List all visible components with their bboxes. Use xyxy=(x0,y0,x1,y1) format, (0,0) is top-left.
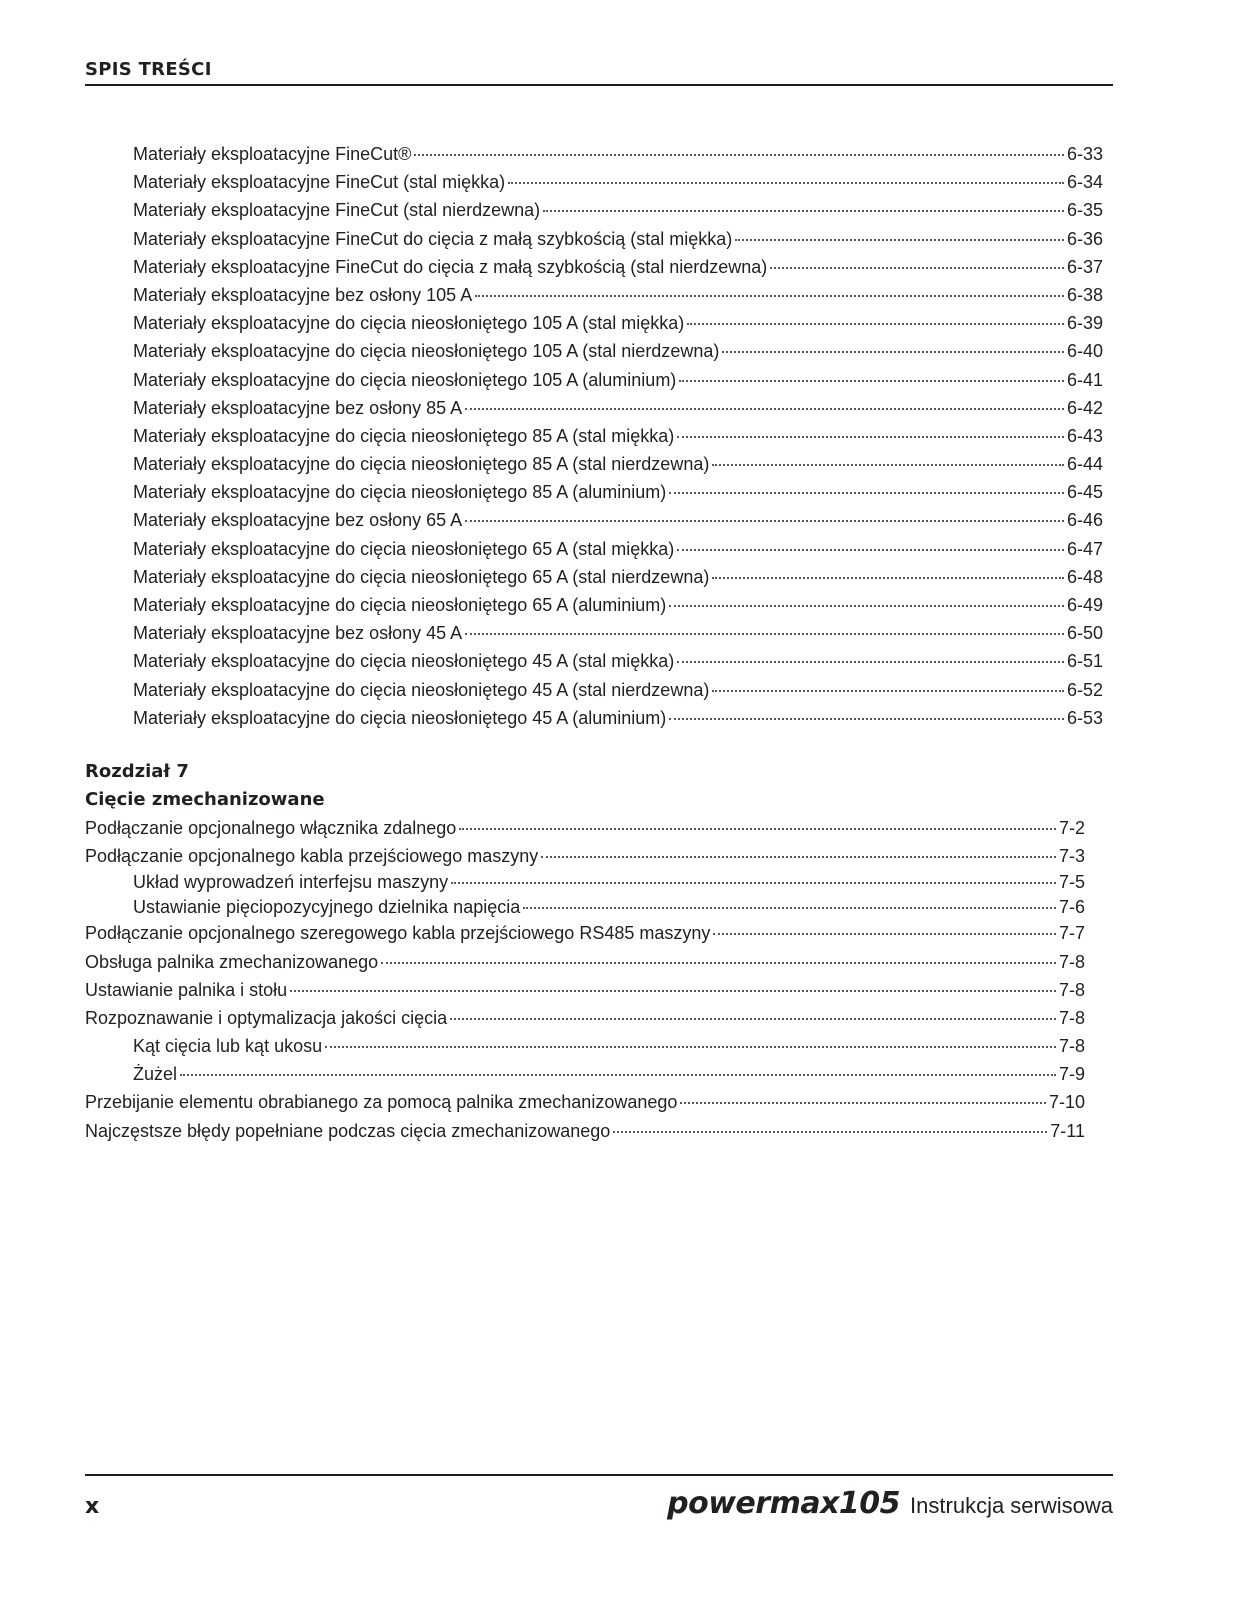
manual-title: Instrukcja serwisowa xyxy=(910,1493,1113,1518)
toc-entry-label: Żużel xyxy=(133,1064,178,1085)
toc-entry-label: Przebijanie elementu obrabianego za pomocą palnika zmechanizowanego xyxy=(85,1092,678,1113)
toc-entry-page: 6-48 xyxy=(1066,566,1103,587)
toc-entry-page: 6-49 xyxy=(1066,595,1103,615)
spacer xyxy=(85,732,1103,758)
dot-leader xyxy=(712,464,1064,466)
toc-entry[interactable] xyxy=(85,450,1103,478)
toc-entry-label: Podłączanie opcjonalnego włącznika zdalnego xyxy=(85,817,457,838)
dot-leader xyxy=(465,520,1064,522)
toc-entry-label: Materiały eksploatacyjne do cięcia nieosłoniętego 45 A (stal miękka) xyxy=(133,651,675,672)
dot-leader xyxy=(465,408,1064,410)
toc-entry-page: 7-2 xyxy=(1058,817,1085,838)
header-rule xyxy=(85,84,1113,86)
toc-entry-page: 6-52 xyxy=(1066,679,1103,700)
dot-leader xyxy=(680,1102,1046,1104)
toc-entry-page: 6-36 xyxy=(1066,228,1103,249)
toc-entry-label: Materiały eksploatacyjne do cięcia nieosłoniętego 65 A (stal nierdzewna) xyxy=(133,566,710,587)
toc-entry-label: Materiały eksploatacyjne do cięcia nieosłoniętego 85 A (stal miękka) xyxy=(133,425,675,446)
toc-entry-label: Ustawianie pięciopozycyjnego dzielnika napięcia xyxy=(133,896,521,917)
dot-leader xyxy=(613,1131,1047,1133)
toc-entry-label: Materiały eksploatacyjne FineCut® xyxy=(133,144,412,164)
toc-entry-page: 6-42 xyxy=(1066,397,1103,418)
dot-leader xyxy=(381,962,1056,964)
toc-entry-page: 7-6 xyxy=(1058,896,1085,917)
toc-entry[interactable] xyxy=(85,842,1085,870)
dot-leader xyxy=(722,351,1064,353)
toc-entry-label: Materiały eksploatacyjne do cięcia nieosłoniętego 65 A (stal miękka) xyxy=(133,538,675,559)
toc-entry-label: Materiały eksploatacyjne FineCut (stal miękka) xyxy=(133,172,506,193)
toc-entry[interactable] xyxy=(85,535,1103,563)
toc-entry-page: 6-41 xyxy=(1066,369,1103,390)
toc-entry[interactable] xyxy=(85,591,1103,619)
toc-entry[interactable] xyxy=(85,676,1103,704)
toc-entry-page: 6-39 xyxy=(1066,313,1103,334)
powermax-logo: powermax105 xyxy=(667,1486,901,1521)
dot-leader xyxy=(677,549,1064,551)
chapter-title: Cięcie zmechanizowane xyxy=(85,788,325,810)
toc-entry-page: 7-10 xyxy=(1048,1092,1085,1113)
toc-entry-page: 7-8 xyxy=(1058,1007,1085,1028)
toc-entry[interactable] xyxy=(85,870,1085,895)
toc-entry-page: 7-8 xyxy=(1058,1036,1085,1057)
toc-entry-page: 7-8 xyxy=(1058,951,1085,972)
toc-entry[interactable] xyxy=(85,337,1103,365)
toc-entry-label: Materiały eksploatacyjne do cięcia nieosłoniętego 85 A (stal nierdzewna) xyxy=(133,454,710,475)
toc-entry-page: 7-8 xyxy=(1058,979,1085,1000)
toc-entry[interactable] xyxy=(85,919,1085,947)
toc-entry[interactable] xyxy=(85,168,1103,196)
toc-entry[interactable] xyxy=(85,478,1103,506)
toc-entry-label: Kąt cięcia lub kąt ukosu xyxy=(133,1036,323,1057)
toc-entry-page: 6-40 xyxy=(1066,341,1103,362)
toc-entry-page: 7-9 xyxy=(1058,1064,1085,1085)
toc-entry-label: Materiały eksploatacyjne do cięcia nieosłoniętego 105 A (stal nierdzewna) xyxy=(133,341,720,362)
toc-entry-page: 7-7 xyxy=(1058,923,1085,944)
toc-entry[interactable] xyxy=(85,619,1103,647)
toc-entry[interactable] xyxy=(85,281,1103,309)
toc-entry[interactable] xyxy=(85,309,1103,337)
toc-entry[interactable] xyxy=(85,196,1103,224)
toc-entry[interactable] xyxy=(85,225,1103,253)
dot-leader xyxy=(669,492,1064,494)
toc-entry[interactable] xyxy=(85,140,1103,168)
toc-entry[interactable] xyxy=(85,1117,1085,1145)
toc-entry[interactable] xyxy=(85,563,1103,591)
toc-entry-label: Materiały eksploatacyjne FineCut do cięcia z małą szybkością (stal nierdzewna) xyxy=(133,256,768,277)
toc-entry-page: 6-37 xyxy=(1066,256,1103,277)
dot-leader xyxy=(459,828,1056,830)
dot-leader xyxy=(543,210,1064,212)
toc-entry-label: Materiały eksploatacyjne do cięcia nieosłoniętego 65 A (aluminium) xyxy=(133,595,667,615)
toc-entry-page: 7-5 xyxy=(1058,872,1085,893)
dot-leader xyxy=(677,661,1064,663)
page-footer xyxy=(85,1474,1113,1521)
dot-leader xyxy=(735,239,1064,241)
toc-entry-page: 6-51 xyxy=(1066,651,1103,672)
toc-entry-label: Materiały eksploatacyjne do cięcia nieosłoniętego 105 A (aluminium) xyxy=(133,369,677,390)
toc-entry-label: Materiały eksploatacyjne FineCut (stal nierdzewna) xyxy=(133,200,541,221)
toc-entry-label: Materiały eksploatacyjne bez osłony 85 A xyxy=(133,397,463,418)
toc-entry-label: Materiały eksploatacyjne FineCut do cięcia z małą szybkością (stal miękka) xyxy=(133,228,733,249)
toc-entry-label: Materiały eksploatacyjne do cięcia nieosłoniętego 85 A (aluminium) xyxy=(133,482,667,503)
toc-entry-label: Materiały eksploatacyjne do cięcia nieosłoniętego 45 A (stal nierdzewna) xyxy=(133,679,710,700)
toc-entry-label: Materiały eksploatacyjne bez osłony 45 A xyxy=(133,623,463,644)
toc-entry-label: Materiały eksploatacyjne bez osłony 65 A xyxy=(133,510,463,531)
dot-leader xyxy=(713,933,1056,935)
section-title: SPIS TREŚCI xyxy=(85,59,212,80)
dot-leader xyxy=(508,182,1064,184)
dot-leader xyxy=(451,882,1056,884)
toc-entry-page: 7-3 xyxy=(1058,846,1085,867)
dot-leader xyxy=(669,605,1064,607)
dot-leader xyxy=(712,577,1064,579)
toc-entry-page: 6-34 xyxy=(1066,172,1103,193)
toc-entry-label: Materiały eksploatacyjne do cięcia nieosłoniętego 45 A (aluminium) xyxy=(133,707,667,728)
toc-entry[interactable] xyxy=(85,1088,1085,1116)
toc-chapter-7 xyxy=(85,758,1085,1145)
toc-entry[interactable] xyxy=(85,1060,1085,1088)
toc-entry-page: 6-45 xyxy=(1066,482,1103,503)
dot-leader xyxy=(465,633,1064,635)
toc-entry[interactable] xyxy=(85,422,1103,450)
toc-entry-page: 6-46 xyxy=(1066,510,1103,531)
toc-entry[interactable] xyxy=(85,948,1085,976)
toc-entry[interactable] xyxy=(85,647,1103,675)
toc-entry-label: Materiały eksploatacyjne do cięcia nieosłoniętego 105 A (stal miękka) xyxy=(133,313,685,334)
toc-entry[interactable] xyxy=(85,814,1085,842)
dot-leader xyxy=(669,718,1064,720)
toc-entry-label: Podłączanie opcjonalnego szeregowego kabla przejściowego RS485 maszyny xyxy=(85,923,711,944)
toc-entry[interactable] xyxy=(85,704,1103,732)
toc-entry-page: 6-53 xyxy=(1066,707,1103,728)
footer-row xyxy=(85,1486,1113,1521)
page-number: x xyxy=(85,1494,100,1519)
toc-entry-label: Podłączanie opcjonalnego kabla przejściowego maszyny xyxy=(85,846,539,867)
footer-rule xyxy=(85,1474,1113,1476)
dot-leader xyxy=(712,690,1064,692)
toc-entry[interactable] xyxy=(85,506,1103,534)
toc-entry-page: 6-35 xyxy=(1066,200,1103,221)
toc-entry[interactable] xyxy=(85,976,1085,1004)
footer-brand xyxy=(667,1486,1113,1521)
chapter-number: Rozdział 7 xyxy=(85,760,189,782)
table-of-contents xyxy=(85,140,1103,1145)
toc-entry[interactable] xyxy=(85,1032,1085,1060)
dot-leader xyxy=(770,267,1064,269)
toc-entry-page: 6-43 xyxy=(1066,425,1103,446)
toc-entry[interactable] xyxy=(85,253,1103,281)
toc-entry[interactable] xyxy=(85,1004,1085,1032)
toc-entry-label: Obsługa palnika zmechanizowanego xyxy=(85,951,379,972)
dot-leader xyxy=(325,1046,1056,1048)
toc-chapter6-continued xyxy=(85,140,1103,732)
toc-entry-label: Układ wyprowadzeń interfejsu maszyny xyxy=(133,872,449,893)
dot-leader xyxy=(679,380,1064,382)
toc-entry-page: 7-11 xyxy=(1050,1120,1085,1141)
dot-leader xyxy=(414,154,1064,156)
toc-entry-page: 6-38 xyxy=(1066,284,1103,305)
toc-entry-label: Materiały eksploatacyjne bez osłony 105 A xyxy=(133,284,473,305)
dot-leader xyxy=(475,295,1064,297)
toc-entry-page: 6-50 xyxy=(1066,623,1103,644)
toc-entry-page: 6-47 xyxy=(1066,538,1103,559)
toc-entry-label: Rozpoznawanie i optymalizacja jakości cięcia xyxy=(85,1007,448,1028)
toc-entry[interactable] xyxy=(85,366,1103,394)
dot-leader xyxy=(180,1074,1056,1076)
dot-leader xyxy=(290,990,1056,992)
dot-leader xyxy=(687,323,1064,325)
dot-leader xyxy=(450,1018,1056,1020)
toc-entry-page: 6-44 xyxy=(1066,454,1103,475)
toc-entry[interactable] xyxy=(85,895,1085,920)
toc-entry-label: Ustawianie palnika i stołu xyxy=(85,979,288,1000)
toc-entry-page: 6-33 xyxy=(1066,144,1103,164)
page-header xyxy=(85,58,1113,86)
toc-entry[interactable] xyxy=(85,394,1103,422)
dot-leader xyxy=(677,436,1064,438)
dot-leader xyxy=(523,907,1056,909)
dot-leader xyxy=(541,856,1056,858)
toc-entry-label: Najczęstsze błędy popełniane podczas cięcia zmechanizowanego xyxy=(85,1120,611,1141)
